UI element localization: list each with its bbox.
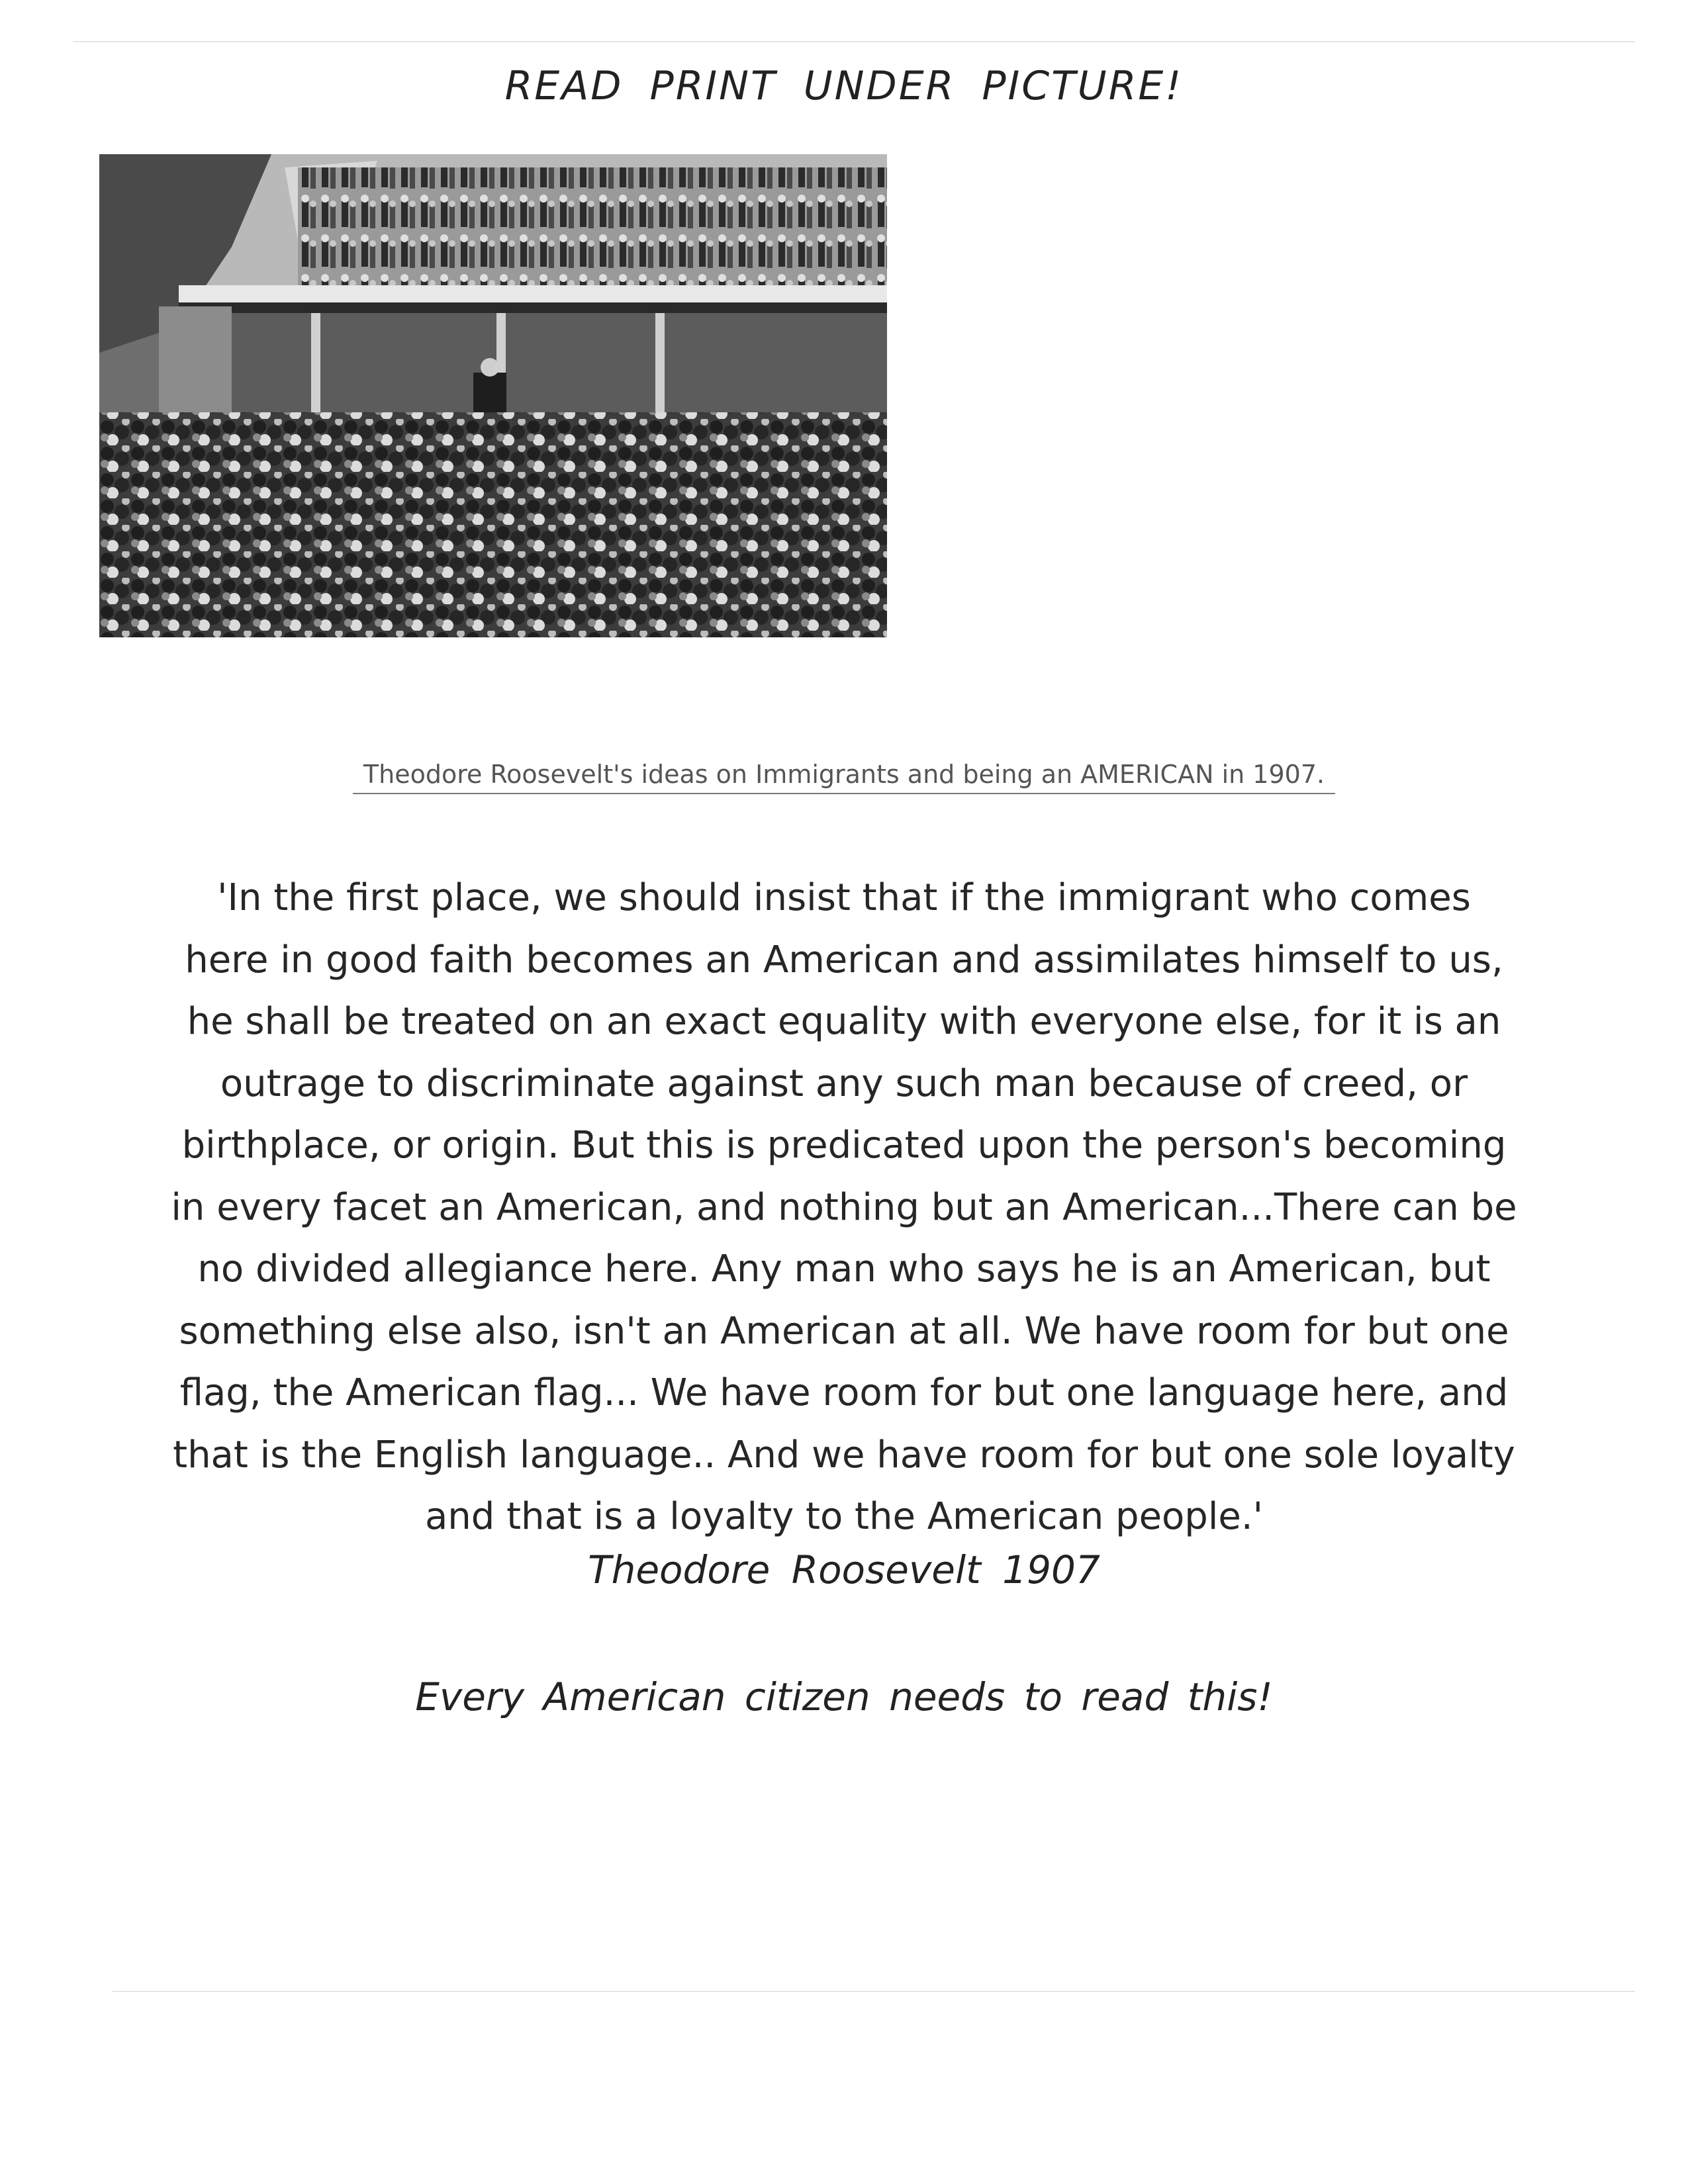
crowd-photo — [99, 154, 887, 637]
bottom-divider — [113, 1991, 1635, 1992]
photo-caption — [0, 760, 1688, 794]
quote-attribution: Theodore Roosevelt 1907 — [588, 1547, 1100, 1592]
quote-line: in every facet an American, and nothing but an American...There can be — [171, 1185, 1517, 1229]
quote-line: outrage to discriminate against any such man because of creed, or — [220, 1062, 1468, 1105]
crowd-photo-image — [99, 154, 887, 637]
quote-line: here in good faith becomes an American and assimilates himself to us, — [185, 938, 1503, 981]
closing-callout: Every American citizen needs to read this! — [415, 1674, 1273, 1719]
top-divider — [73, 41, 1635, 42]
quote-line: birthplace, or origin. But this is predicated upon the person's becoming — [181, 1124, 1507, 1167]
quote-line: 'In the first place, we should insist that if the immigrant who comes — [217, 876, 1471, 919]
quote-line: no divided allegiance here. Any man who says he is an American, but — [197, 1248, 1491, 1291]
quote-line: and that is a loyalty to the American people.' — [424, 1495, 1264, 1538]
quote-line: flag, the American flag... We have room for but one language here, and — [179, 1371, 1509, 1414]
caption-text: Theodore Roosevelt's ideas on Immigrants and being an AMERICAN in 1907. — [353, 760, 1335, 794]
quote-line: that is the English language.. And we have room for but one sole loyalty — [173, 1433, 1515, 1477]
page-header: READ PRINT UNDER PICTURE! — [504, 63, 1184, 109]
quote-line: something else also, isn't an American at all. We have room for but one — [179, 1309, 1509, 1353]
roosevelt-quote — [93, 867, 1595, 1548]
quote-line: he shall be treated on an exact equality with everyone else, for it is an — [187, 1000, 1501, 1043]
